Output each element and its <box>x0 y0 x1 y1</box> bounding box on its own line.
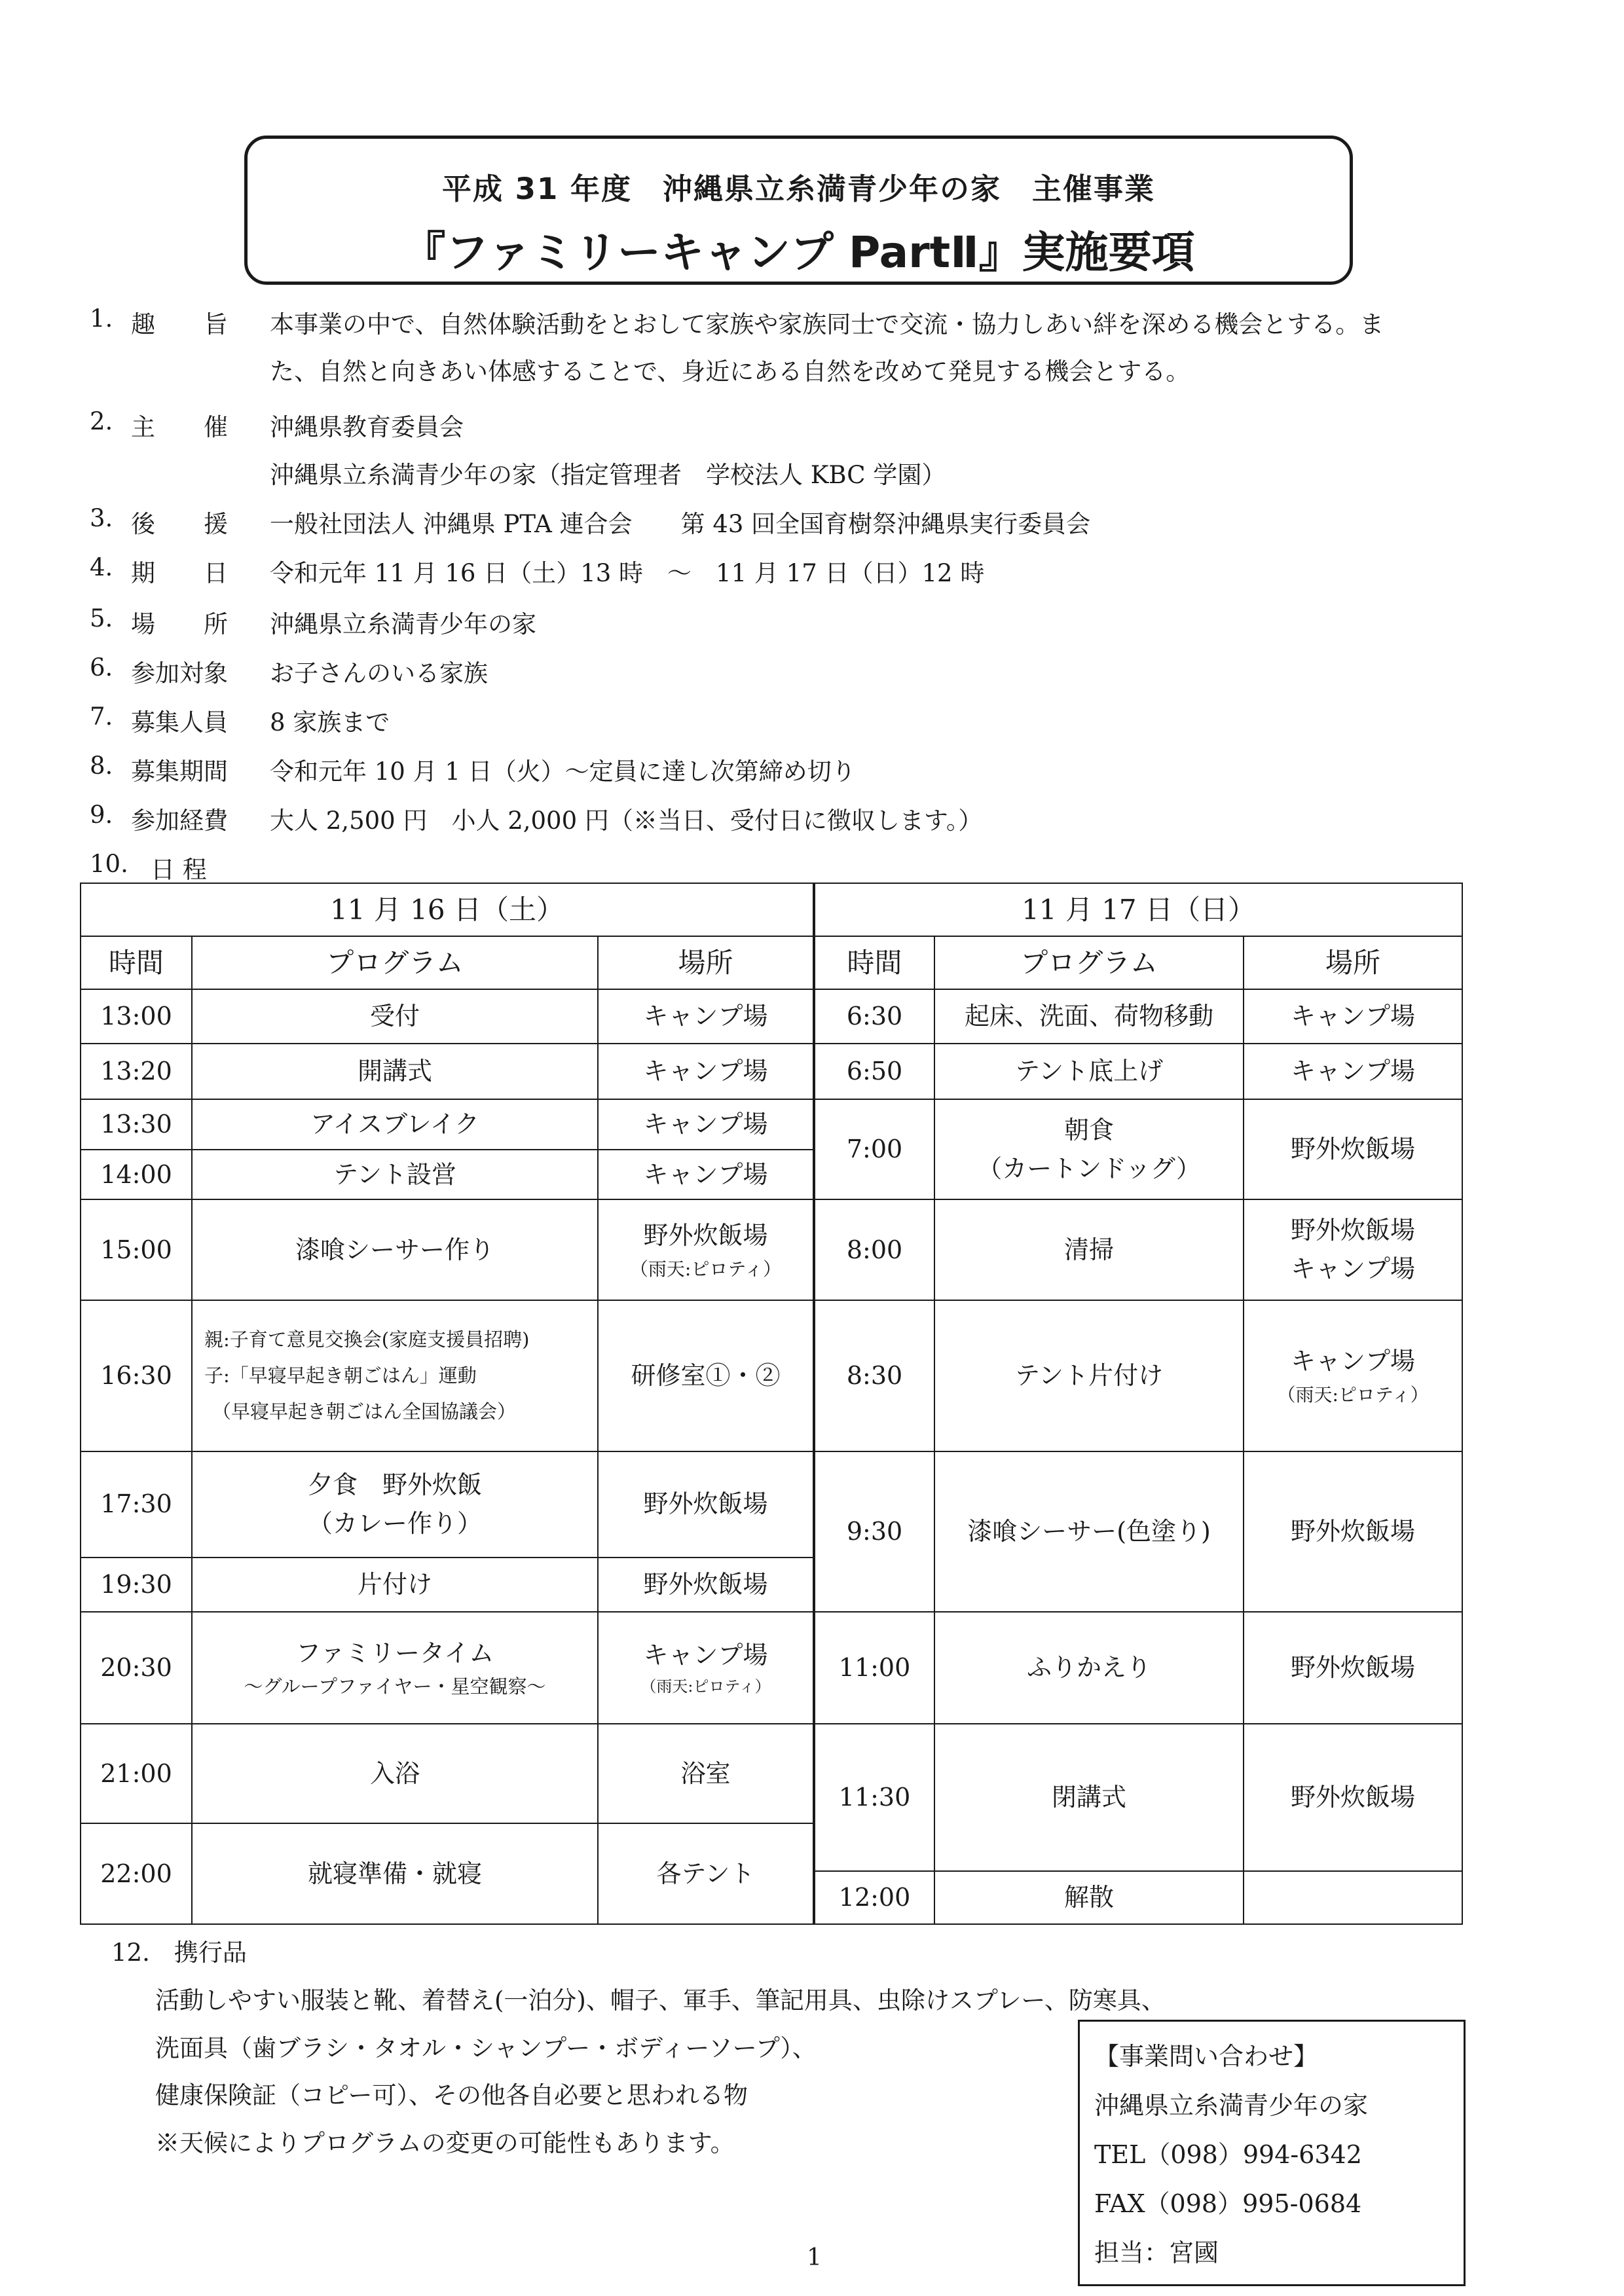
belongings-line: 活動しやすい服装と靴、着替え(一泊分)、帽子、軍手、筆記用具、虫除けスプレー、防寒具、 <box>155 1986 1166 2014</box>
contact-title: 【事業問い合わせ】 <box>1094 2042 1319 2071</box>
table-cell-program: 朝食 （カートンドッグ） <box>934 1099 1244 1200</box>
table-cell-place: キャンプ場 <box>1244 989 1462 1044</box>
table-cell-time: 11:30 <box>814 1724 934 1871</box>
table-cell-time: 17:30 <box>81 1451 192 1558</box>
col-place: 場所 <box>1244 936 1462 989</box>
page-number: 1 <box>807 2244 822 2271</box>
contact-fax: FAX（098）995-0684 <box>1094 2189 1362 2218</box>
table-cell-program: アイスブレイク <box>192 1099 598 1150</box>
table-cell-program: 解散 <box>934 1871 1244 1924</box>
belongings-line: 洗面具（歯ブラシ・タオル・シャンプー・ボディーソープ）、 <box>155 2034 817 2062</box>
table-cell-program: テント底上げ <box>934 1044 1244 1099</box>
table-cell-time: 12:00 <box>814 1871 934 1924</box>
table-cell-program: 清掃 <box>934 1199 1244 1300</box>
table-cell-time: 19:30 <box>81 1558 192 1612</box>
table-cell-place: 各テント <box>598 1823 814 1924</box>
table-cell-time: 13:00 <box>81 989 192 1044</box>
table-cell-time: 8:00 <box>814 1199 934 1300</box>
rain-note: （雨天:ピロティ） <box>640 1677 771 1696</box>
table-cell-program: ファミリータイム ～グループファイヤー・星空観察～ <box>192 1612 598 1724</box>
table-cell-program: 入浴 <box>192 1724 598 1823</box>
table-cell-program: 漆喰シーサー作り <box>192 1199 598 1300</box>
table-cell-program: テント片付け <box>934 1300 1244 1451</box>
table-cell-program: 閉講式 <box>934 1724 1244 1871</box>
table-cell-place: キャンプ場 <box>598 1044 814 1099</box>
event-organizer-line: 平成 31 年度 沖縄県立糸満青少年の家 主催事業 <box>442 172 1155 206</box>
table-cell-time: 9:30 <box>814 1451 934 1612</box>
day1-header: 11 月 16 日（土） <box>81 883 814 936</box>
table-cell-time: 20:30 <box>81 1612 192 1724</box>
col-program: プログラム <box>192 936 598 989</box>
table-cell-place: キャンプ場 <box>598 989 814 1044</box>
table-cell-place: 野外炊飯場 キャンプ場 <box>1244 1199 1462 1300</box>
table-cell-place: 野外炊飯場 <box>1244 1451 1462 1612</box>
col-time: 時間 <box>814 936 934 989</box>
rain-note: （雨天:ピロティ） <box>1277 1384 1429 1406</box>
schedule-table <box>80 883 1463 1925</box>
table-cell-time: 15:00 <box>81 1199 192 1300</box>
table-cell-place: 野外炊飯場 <box>1244 1099 1462 1200</box>
table-cell-time: 21:00 <box>81 1724 192 1823</box>
col-program: プログラム <box>934 936 1244 989</box>
contact-box <box>1078 2020 1466 2286</box>
table-cell-program: 開講式 <box>192 1044 598 1099</box>
table-cell-time: 6:50 <box>814 1044 934 1099</box>
table-cell-place: 野外炊飯場 （雨天:ピロティ） <box>598 1199 814 1300</box>
document-title: 『ファミリーキャンプ PartⅡ』実施要項 <box>402 227 1195 278</box>
table-cell-program: 片付け <box>192 1558 598 1612</box>
table-cell-time: 22:00 <box>81 1823 192 1924</box>
day2-header: 11 月 17 日（日） <box>814 883 1462 936</box>
table-cell-program: ふりかえり <box>934 1612 1244 1724</box>
title-box <box>244 136 1353 285</box>
table-cell-place <box>1244 1871 1462 1924</box>
table-cell-time: 13:30 <box>81 1099 192 1150</box>
table-cell-time: 14:00 <box>81 1150 192 1200</box>
table-cell-place: 浴室 <box>598 1724 814 1823</box>
table-cell-place: 研修室①・② <box>598 1300 814 1451</box>
table-cell-time: 13:20 <box>81 1044 192 1099</box>
table-cell-place: 野外炊飯場 <box>1244 1724 1462 1871</box>
item-organizer-cont: 沖縄県立糸満青少年の家（指定管理者 学校法人 KBC 学園） <box>270 461 946 489</box>
col-time: 時間 <box>81 936 192 989</box>
table-cell-time: 6:30 <box>814 989 934 1044</box>
table-cell-program: 夕食 野外炊飯 （カレー作り） <box>192 1451 598 1558</box>
table-cell-time: 7:00 <box>814 1099 934 1200</box>
table-cell-program: 就寝準備・就寝 <box>192 1823 598 1924</box>
table-cell-program: 漆喰シーサー(色塗り) <box>934 1451 1244 1612</box>
table-cell-place: 野外炊飯場 <box>598 1451 814 1558</box>
table-cell-place: キャンプ場 （雨天:ピロティ） <box>1244 1300 1462 1451</box>
belongings-line: 健康保険証（コピー可）、その他各自必要と思われる物 <box>155 2081 748 2109</box>
item-purpose-cont: た、自然と向きあい体感することで、身近にある自然を改めて発見する機会とする。 <box>270 357 1190 386</box>
table-cell-program: 起床、洗面、荷物移動 <box>934 989 1244 1044</box>
rain-note: （雨天:ピロティ） <box>629 1258 782 1281</box>
weather-note: ※天候によりプログラムの変更の可能性もあります。 <box>155 2129 735 2157</box>
table-cell-place: キャンプ場 （雨天:ピロティ） <box>598 1612 814 1724</box>
table-cell-time: 8:30 <box>814 1300 934 1451</box>
table-cell-time: 11:00 <box>814 1612 934 1724</box>
table-cell-place: キャンプ場 <box>598 1099 814 1150</box>
contact-org: 沖縄県立糸満青少年の家 <box>1094 2091 1369 2120</box>
table-cell-place: 野外炊飯場 <box>598 1558 814 1612</box>
table-cell-place: キャンプ場 <box>598 1150 814 1200</box>
table-cell-program: テント設営 <box>192 1150 598 1200</box>
table-cell-place: キャンプ場 <box>1244 1044 1462 1099</box>
table-cell-time: 16:30 <box>81 1300 192 1451</box>
contact-person: 担当：宮國 <box>1094 2238 1219 2267</box>
contact-tel: TEL（098）994-6342 <box>1094 2140 1362 2169</box>
col-place: 場所 <box>598 936 814 989</box>
table-cell-place: 野外炊飯場 <box>1244 1612 1462 1724</box>
table-cell-program: 親:子育て意見交換会(家庭支援員招聘) 子:「早寝早起き朝ごはん」運動 （早寝早起き朝ごはん全国協議会） <box>192 1300 598 1451</box>
table-cell-program: 受付 <box>192 989 598 1044</box>
